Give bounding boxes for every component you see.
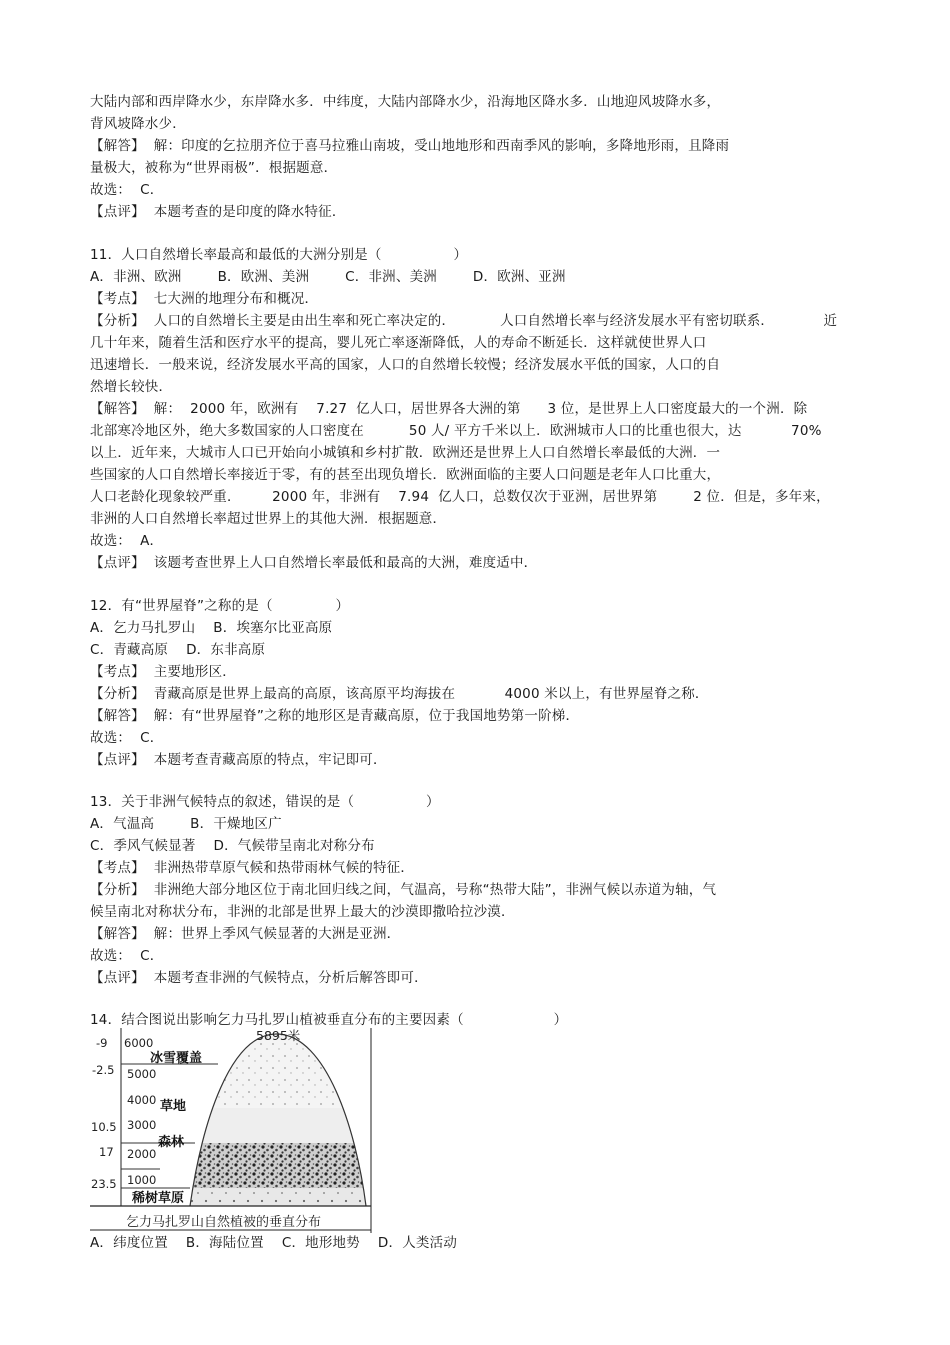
text-line: 几十年来，随着生活和医疗水平的提高，婴儿死亡率逐渐降低，人的寿命不断延长．这样就使世界人口 [90,335,707,351]
temp-label: 23.5 [91,1177,117,1191]
temp-label: -2.5 [92,1063,115,1077]
text-line: 【分析】 非洲绝大部分地区位于南北回归线之间，气温高，号称“热带大陆”，非洲气候以赤道为轴，气 [90,882,717,898]
elevation-label: 4000 [127,1093,157,1107]
question-14-stem: 14．结合图说出影响乞力马扎罗山植被垂直分布的主要因素（ ） [90,1012,568,1028]
zone-label-grass: 草地 [160,1099,187,1114]
text-line: 非洲的人口自然增长率超过世界上的其他大洲．根据题意． [90,511,447,527]
text-line: 【分析】 青藏高原是世界上最高的高原，该高原平均海拔在 4000 米以上，有世界屋脊之称． [90,686,709,702]
mountain-diagram [90,1028,374,1233]
text-line: 故选： C． [90,182,164,198]
temp-label: -9 [96,1036,108,1050]
text-line: 【点评】 该题考查世界上人口自然增长率最低和最高的大洲，难度适中． [90,555,538,571]
elevation-label: 1000 [127,1173,157,1187]
question-12-stem: 12．有“世界屋脊”之称的是（ ） [90,598,350,614]
text-line: 故选： C． [90,730,164,746]
temp-label: 10.5 [91,1120,117,1134]
text-line: 【解答】 解：印度的乞拉朋齐位于喜马拉雅山南坡，受山地地形和西南季风的影响，多降地形雨，且降雨 [90,138,730,154]
text-line: 【解答】 解：有“世界屋脊”之称的地形区是青藏高原，位于我国地势第一阶梯． [90,708,580,724]
text-line: 北部寒冷地区外，绝大多数国家的人口密度在 50 人/ 平方千米以上．欧洲城市人口的比重也很大，达 70% [90,423,822,439]
text-line: 【解答】 解： 2000 年，欧洲有 7.27 亿人口，居世界各大洲的第 3 位，是世界上人口密度最大的一个洲．除 [90,401,808,417]
question-14-options: A．纬度位置 B．海陆位置 C．地形地势 D．人类活动 [90,1235,458,1251]
temp-label: 17 [99,1145,114,1159]
text-line: 迅速增长．一般来说，经济发展水平高的国家，人口的自然增长较慢；经济发展水平低的国家，人口的自 [90,357,721,373]
zone-label-snow: 冰雪覆盖 [150,1051,203,1066]
kilimanjaro-figure [90,1028,374,1233]
question-13-options: C．季风气候显著 D．气候带呈南北对称分布 [90,838,375,854]
text-line: 【考点】 非洲热带草原气候和热带雨林气候的特征． [90,860,415,876]
text-line: 背风坡降水少． [90,116,186,132]
text-line: 量极大，被称为“世界雨极”．根据题意． [90,160,338,176]
text-line: 大陆内部和西岸降水少，东岸降水多．中纬度，大陆内部降水少，沿海地区降水多．山地迎风坡降水多， [90,94,721,110]
question-11-options: A．非洲、欧洲 B．欧洲、美洲 C．非洲、美洲 D．欧洲、亚洲 [90,269,566,285]
question-12-options: C．青藏高原 D．东非高原 [90,642,266,658]
zone-label-savanna: 稀树草原 [132,1191,185,1206]
peak-label: 5895米 [256,1028,301,1043]
question-13-stem: 13．关于非洲气候特点的叙述，错误的是（ ） [90,794,440,810]
zone-label-forest: 森林 [158,1135,185,1150]
question-11-stem: 11．人口自然增长率最高和最低的大洲分别是（ ） [90,247,468,263]
question-13-options: A．气温高 B．干燥地区广 [90,816,282,832]
figure-caption: 乞力马扎罗山自然植被的垂直分布 [126,1215,322,1230]
text-line: 【考点】 主要地形区． [90,664,236,680]
elevation-label: 2000 [127,1147,157,1161]
elevation-label: 5000 [127,1067,157,1081]
text-line: 【点评】 本题考查非洲的气候特点，分析后解答即可． [90,970,428,986]
text-line: 候呈南北对称状分布，非洲的北部是世界上最大的沙漠即撒哈拉沙漠． [90,904,515,920]
text-line: 【分析】 人口的自然增长主要是由出生率和死亡率决定的． 人口自然增长率与经济发展水平有密切联系． 近 [90,313,838,329]
text-line: 【考点】 七大洲的地理分布和概况． [90,291,319,307]
text-line: 【解答】 解：世界上季风气候显著的大洲是亚洲． [90,926,401,942]
text-line: 以上．近年来，大城市人口已开始向小城镇和乡村扩散．欧洲还是世界上人口自然增长率最低的大洲．一 [90,445,721,461]
text-line: 【点评】 本题考查的是印度的降水特征． [90,204,346,220]
text-line: 然增长较快． [90,379,173,395]
text-line: 些国家的人口自然增长率接近于零，有的甚至出现负增长．欧洲面临的主要人口问题是老年人口比重大， [90,467,721,483]
text-line: 故选： A． [90,533,164,549]
question-12-options: A．乞力马扎罗山 B．埃塞尔比亚高原 [90,620,333,636]
text-line: 人口老龄化现象较严重． 2000 年，非洲有 7.94 亿人口，总数仅次于亚洲，居世界第 2 位．但是，多年来， [90,489,830,505]
text-line: 【点评】 本题考查青藏高原的特点，牢记即可． [90,752,387,768]
text-line: 故选： C． [90,948,164,964]
elevation-label: 6000 [124,1036,154,1050]
elevation-label: 3000 [127,1118,157,1132]
